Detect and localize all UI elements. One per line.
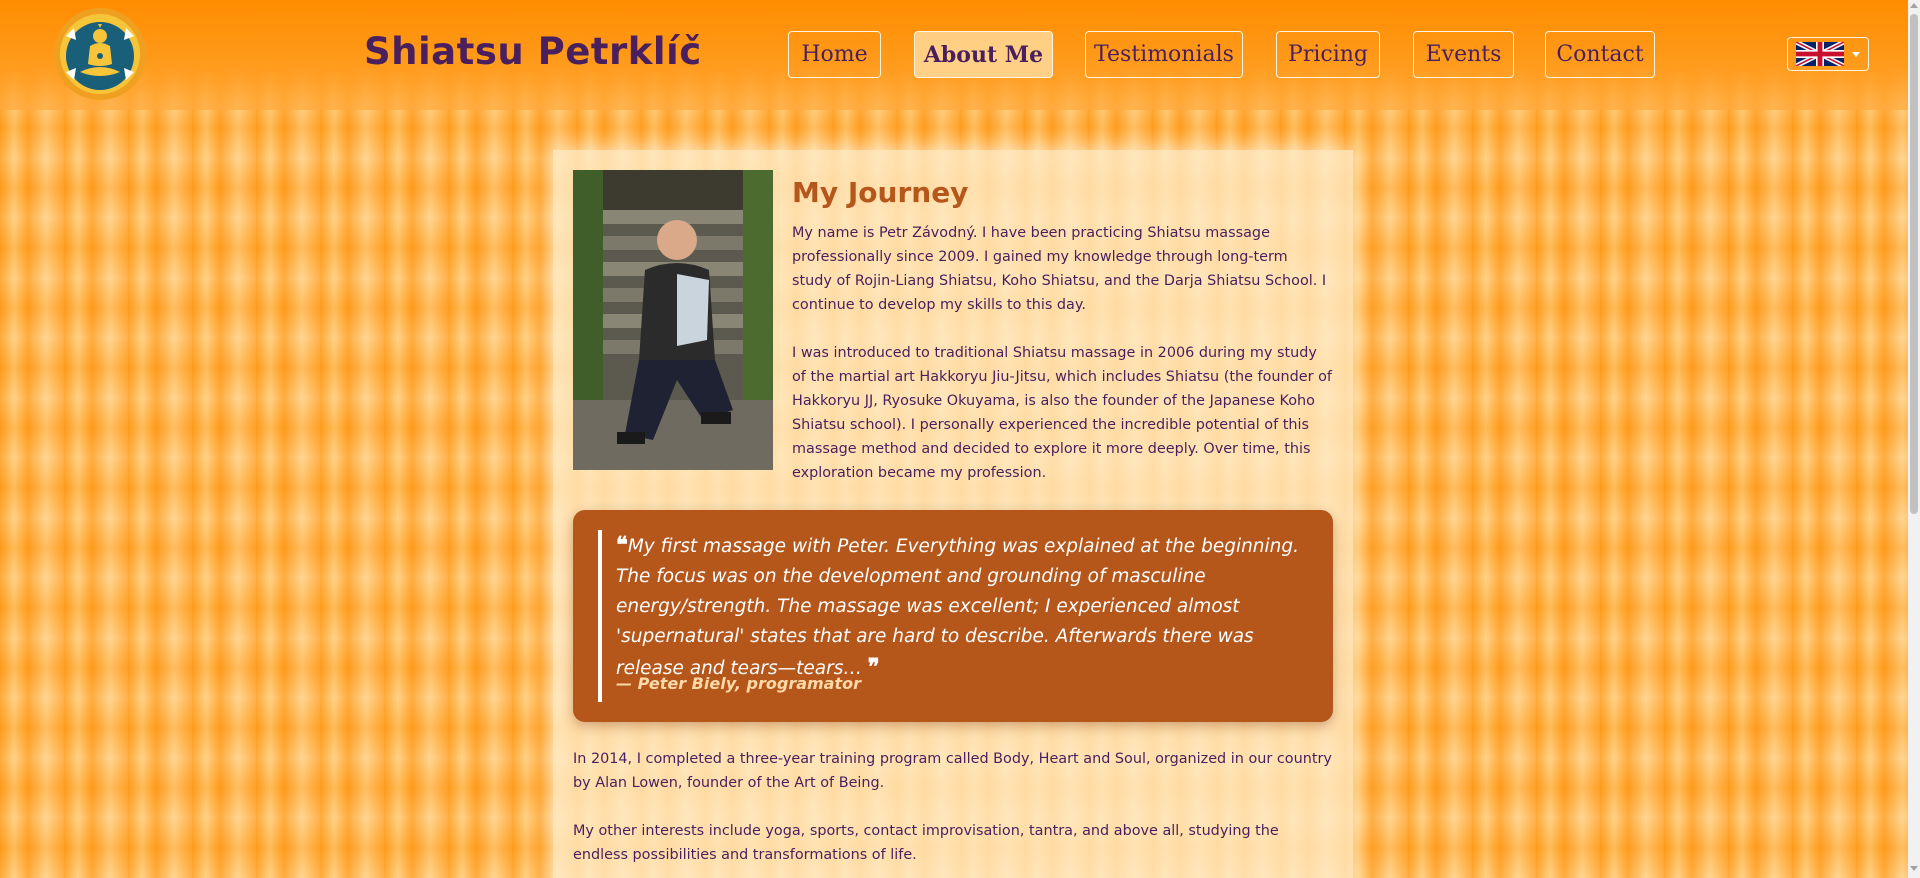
quote-author: — Peter Biely, programator xyxy=(616,674,862,693)
intro-paragraph: My name is Petr Závodný. I have been practicing Shiatsu massage professionally since 2009. I gained my knowledge through long-term study of Rojin-Liang Shiatsu, Koho Shiatsu, and the Darja Shiatsu School. I continue to develop my skills to this day. xyxy=(792,225,1327,313)
page-title: My Journey xyxy=(792,176,969,209)
profile-photo xyxy=(573,170,773,470)
language-selector[interactable] xyxy=(1787,37,1869,71)
nav-home[interactable]: Home xyxy=(788,31,881,78)
interests-paragraph: My other interests include yoga, sports, contact improvisation, tantra, and above all, studying the endless possibilities and transformations of life. xyxy=(573,823,1279,863)
nav-testimonials[interactable]: Testimonials xyxy=(1085,31,1243,78)
quote-close-mark: ❞ xyxy=(867,654,880,680)
nav-contact[interactable]: Contact xyxy=(1545,31,1655,78)
quote-body: My first massage with Peter. Everything was explained at the beginning. The focus was on the development and grounding of masculine energy/strength. The massage was excellent; I experienced almost 'supernatural' states that are hard to describe. Afterwards there was release and tears—tears… xyxy=(616,536,1300,679)
testimonial-quote xyxy=(573,510,1333,722)
chevron-down-icon xyxy=(1852,52,1860,57)
history-paragraph: I was introduced to traditional Shiatsu massage in 2006 during my study of the martial art Hakkoryu Jiu-Jitsu, which includes Shiatsu (the founder of Hakkoryu JJ, Ryosuke Okuyama, is also the founder of the Japanese Koho Shiatsu school). I personally experienced the incredible potential of this massage method and decided to explore it more deeply. Over time, this exploration became my profession. xyxy=(792,345,1332,481)
quote-bar xyxy=(598,530,602,702)
brand-name[interactable]: Shiatsu Petrklíč xyxy=(364,30,702,73)
nav-about-me[interactable]: About Me xyxy=(914,31,1053,78)
training-paragraph: In 2014, I completed a three-year training program called Body, Heart and Soul, organized in our country by Alan Lowen, founder of the Art of Being. xyxy=(573,751,1332,791)
uk-flag-icon xyxy=(1796,42,1844,66)
scroll-up-arrow-icon[interactable] xyxy=(1910,3,1918,8)
nav-events[interactable]: Events xyxy=(1413,31,1514,78)
quote-open-mark: ❝ xyxy=(616,532,628,558)
scroll-down-arrow-icon[interactable] xyxy=(1910,866,1918,871)
quote-text xyxy=(616,530,1316,684)
nav-pricing[interactable]: Pricing xyxy=(1276,31,1380,78)
page-scrollbar[interactable] xyxy=(1908,0,1920,878)
site-header xyxy=(0,0,1908,110)
buddha-logo-icon[interactable] xyxy=(52,6,148,102)
scrollbar-thumb[interactable] xyxy=(1910,14,1918,514)
